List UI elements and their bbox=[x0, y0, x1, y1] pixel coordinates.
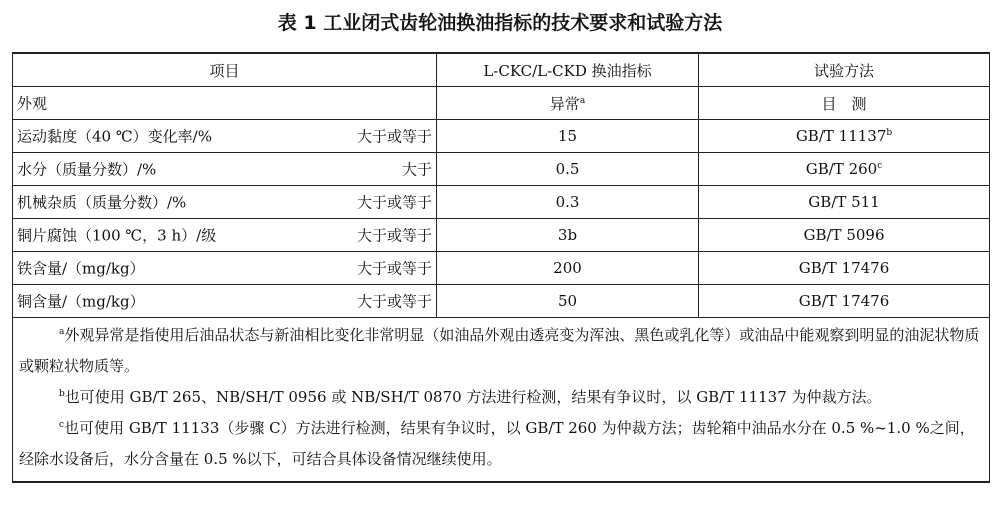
note-mark: a bbox=[59, 327, 65, 337]
index-value-cell bbox=[437, 153, 699, 186]
item-name: 铜片腐蚀（100 ℃，3 h）/级 bbox=[17, 226, 217, 245]
index-value: 3b bbox=[557, 226, 578, 244]
item-cell bbox=[13, 120, 437, 153]
note-text: 也可使用 GB/T 265、NB/SH/T 0956 或 NB/SH/T 0870 方法进行检测，结果有争议时，以 GB/T 11137 为仲裁方法。 bbox=[64, 388, 882, 406]
table-row bbox=[13, 153, 990, 186]
method-cell bbox=[699, 186, 990, 219]
footnote-ref: b bbox=[886, 128, 893, 138]
item-condition: 大于或等于 bbox=[356, 226, 432, 245]
item-cell bbox=[13, 87, 437, 120]
index-value-cell bbox=[437, 219, 699, 252]
index-value: 0.3 bbox=[555, 193, 580, 211]
header-item: 项目 bbox=[13, 53, 437, 87]
note-c bbox=[19, 413, 983, 475]
header-method: 试验方法 bbox=[699, 53, 990, 87]
index-value-cell bbox=[437, 186, 699, 219]
item-condition: 大于 bbox=[401, 160, 432, 179]
index-value: 0.5 bbox=[555, 160, 580, 178]
spec-table bbox=[12, 52, 990, 483]
method-name: GB/T 11137 bbox=[795, 127, 887, 145]
index-value-cell bbox=[437, 87, 699, 120]
method-cell bbox=[699, 120, 990, 153]
item-cell bbox=[13, 186, 437, 219]
header-index: L-CKC/L-CKD 换油指标 bbox=[437, 53, 699, 87]
item-cell bbox=[13, 219, 437, 252]
table-title: 表 1 工业闭式齿轮油换油指标的技术要求和试验方法 bbox=[277, 12, 723, 34]
item-cell bbox=[13, 285, 437, 318]
note-b bbox=[19, 382, 983, 413]
index-value-cell bbox=[437, 120, 699, 153]
method-name: 目 测 bbox=[821, 94, 867, 113]
item-condition: 大于或等于 bbox=[356, 127, 432, 146]
item-cell bbox=[13, 153, 437, 186]
method-name: GB/T 5096 bbox=[803, 226, 885, 244]
method-cell bbox=[699, 285, 990, 318]
method-name: GB/T 17476 bbox=[798, 259, 890, 277]
note-a bbox=[19, 320, 983, 382]
method-cell bbox=[699, 87, 990, 120]
table-row bbox=[13, 87, 990, 120]
index-value: 15 bbox=[557, 127, 578, 145]
footnote-ref: a bbox=[579, 95, 586, 106]
item-condition: 大于或等于 bbox=[356, 193, 432, 212]
table-row bbox=[13, 219, 990, 252]
method-name: GB/T 260 bbox=[805, 160, 878, 178]
index-value: 50 bbox=[557, 292, 578, 310]
item-name: 水分（质量分数）/% bbox=[17, 160, 157, 179]
note-mark: c bbox=[59, 420, 65, 430]
table-row bbox=[13, 120, 990, 153]
note-text: 外观异常是指使用后油品状态与新油相比变化非常明显（如油品外观由透亮变为浑浊、黑色或乳化等）或油品中能观察到明显的油泥状物质或颗粒状物质等。 bbox=[19, 326, 980, 375]
notes-row bbox=[13, 318, 990, 483]
note-mark: b bbox=[59, 389, 65, 399]
item-name: 外观 bbox=[17, 94, 48, 113]
method-cell bbox=[699, 252, 990, 285]
item-name: 铁含量/（mg/kg） bbox=[17, 259, 145, 278]
index-value-cell bbox=[437, 252, 699, 285]
method-name: GB/T 17476 bbox=[798, 292, 890, 310]
table-row bbox=[13, 285, 990, 318]
item-cell bbox=[13, 252, 437, 285]
item-condition: 大于或等于 bbox=[356, 259, 432, 278]
method-cell bbox=[699, 153, 990, 186]
item-name: 机械杂质（质量分数）/% bbox=[17, 193, 187, 212]
notes-cell bbox=[13, 318, 990, 483]
method-cell bbox=[699, 219, 990, 252]
footnote-ref: c bbox=[877, 161, 883, 171]
note-text: 也可使用 GB/T 11133（步骤 C）方法进行检测，结果有争议时，以 GB/T 260 为仲裁方法；齿轮箱中油品水分在 0.5 %~1.0 %之间，经除水设备后，水分含量在 0.5 %以下，可结合具体设备情况继续使用。 bbox=[19, 419, 975, 468]
table-row bbox=[13, 186, 990, 219]
index-value: 200 bbox=[553, 259, 582, 277]
item-name: 铜含量/（mg/kg） bbox=[17, 292, 145, 311]
method-name: GB/T 511 bbox=[808, 193, 880, 211]
table-header-row bbox=[13, 53, 990, 87]
item-name: 运动黏度（40 ℃）变化率/% bbox=[17, 127, 212, 146]
index-value: 异常 bbox=[549, 94, 580, 113]
table-row bbox=[13, 252, 990, 285]
item-condition: 大于或等于 bbox=[356, 292, 432, 311]
index-value-cell bbox=[437, 285, 699, 318]
